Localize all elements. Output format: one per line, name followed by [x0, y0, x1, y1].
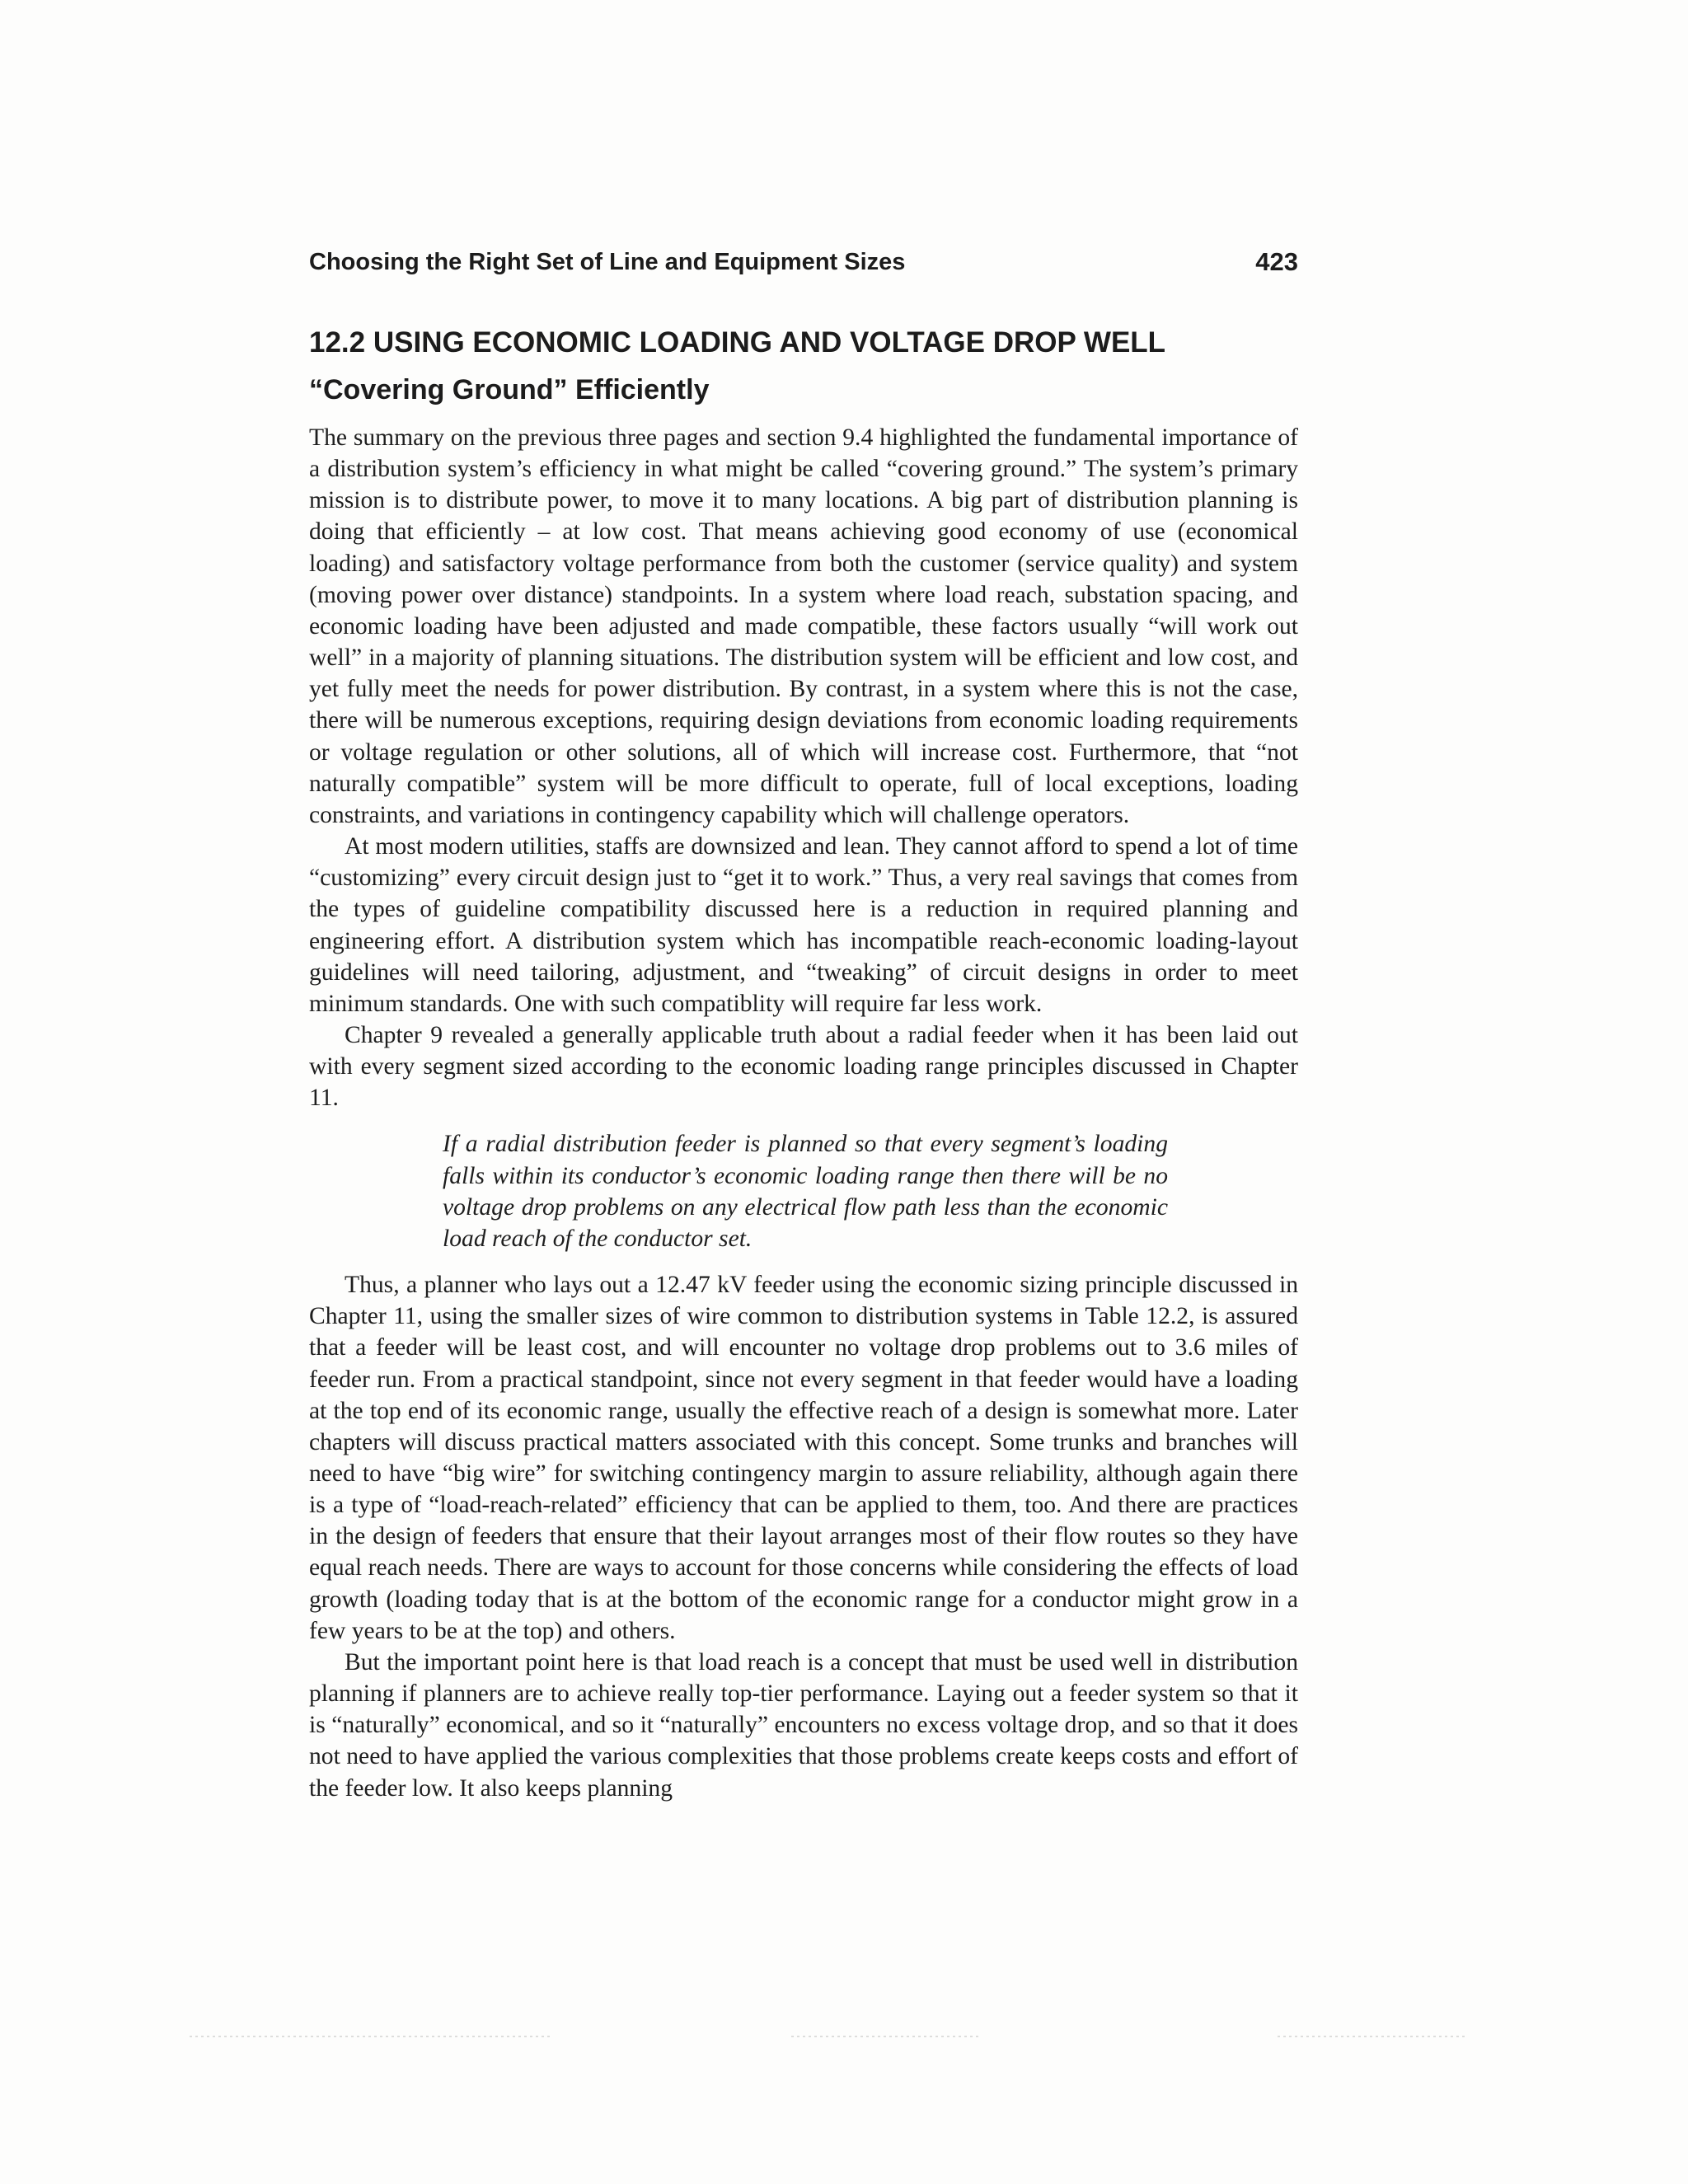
paragraph: But the important point here is that load reach is a concept that must be used well in distribution planning if planners are to achieve really top-tier performance. Laying out a feeder system so that it is “naturally” economical, and so it “naturally” encounters no excess voltage drop, and so that it does not need to have applied the various complexities that those problems create keeps costs and effort of the feeder low. It also keeps planning: [309, 1648, 1298, 1802]
scan-artifact: [1278, 2036, 1467, 2037]
paragraph: Thus, a planner who lays out a 12.47 kV feeder using the economic sizing principle discussed in Chapter 11, using the smaller sizes of wire common to distribution systems in Table 12.2, is assured that a feeder will be least cost, and will encounter no voltage drop problems out to 3.6 miles of feeder run. From a practical standpoint, since not every segment in that feeder would have a loading at the top end of its economic range, usually the effective reach of a design is somewhat more. Later chapters will discuss practical matters associated with this concept. Some trunks and branches will need to have “big wire” for switching contingency margin to assure reliability, although again there is a type of “load-reach-related” efficiency that can be applied to them, too. And there are practices in the design of feeders that ensure that their layout arranges most of their flow routes so they have equal reach needs. There are ways to account for those concerns while considering the effects of load growth (loading today that is at the bottom of the economic range for a conductor might grow in a few years to be at the top) and others.: [309, 1272, 1298, 1644]
scan-artifact: [791, 2036, 981, 2037]
body-text: [309, 422, 1298, 1804]
paragraph: Chapter 9 revealed a generally applicable truth about a radial feeder when it has been laid out with every segment sized according to the economic loading range principles discussed in Chapter 11.: [309, 1021, 1298, 1112]
subsection-heading: “Covering Ground” Efficiently: [309, 374, 710, 405]
chapter-title: Choosing the Right Set of Line and Equipment Sizes: [309, 249, 906, 275]
scan-artifact: [190, 2036, 552, 2037]
paragraph: The summary on the previous three pages and section 9.4 highlighted the fundamental importance of a distribution system’s efficiency in what might be called “covering ground.” The system’s primary mission is to distribute power, to move it to many locations. A big part of distribution planning is doing that efficiently – at low cost. That means achieving good economy of use (economical loading) and satisfactory voltage performance from both the customer (service quality) and system (moving power over distance) standpoints. In a system where load reach, substation spacing, and economic loading have been adjusted and made compatible, these factors usually “will work out well” in a majority of planning situations. The distribution system will be efficient and low cost, and yet fully meet the needs for power distribution. By contrast, in a system where this is not the case, there will be numerous exceptions, requiring design deviations from economic loading requirements or voltage regulation or other solutions, all of which will increase cost. Furthermore, that “not naturally compatible” system will be more difficult to operate, full of local exceptions, loading constraints, and variations in contingency capability which will challenge operators.: [309, 424, 1298, 828]
block-quote: If a radial distribution feeder is planned so that every segment’s loading falls within its conductor’s economic loading range then there will be no voltage drop problems on any electrical flow path less than the economic load reach of the conductor set.: [443, 1131, 1168, 1252]
running-header: [309, 241, 1298, 283]
page-number: 423: [1255, 247, 1298, 276]
paragraph: At most modern utilities, staffs are downsized and lean. They cannot afford to spend a lot of time “customizing” every circuit design just to “get it to work.” Thus, a very real savings that comes from the types of guideline compatibility discussed here is a reduction in required planning and engineering effort. A distribution system which has incompatible reach-economic loading-layout guidelines will need tailoring, adjustment, and “tweaking” of circuit designs in order to meet minimum standards. One with such compatiblity will require far less work.: [309, 833, 1298, 1017]
section-heading: 12.2 USING ECONOMIC LOADING AND VOLTAGE DROP WELL: [309, 326, 1166, 359]
